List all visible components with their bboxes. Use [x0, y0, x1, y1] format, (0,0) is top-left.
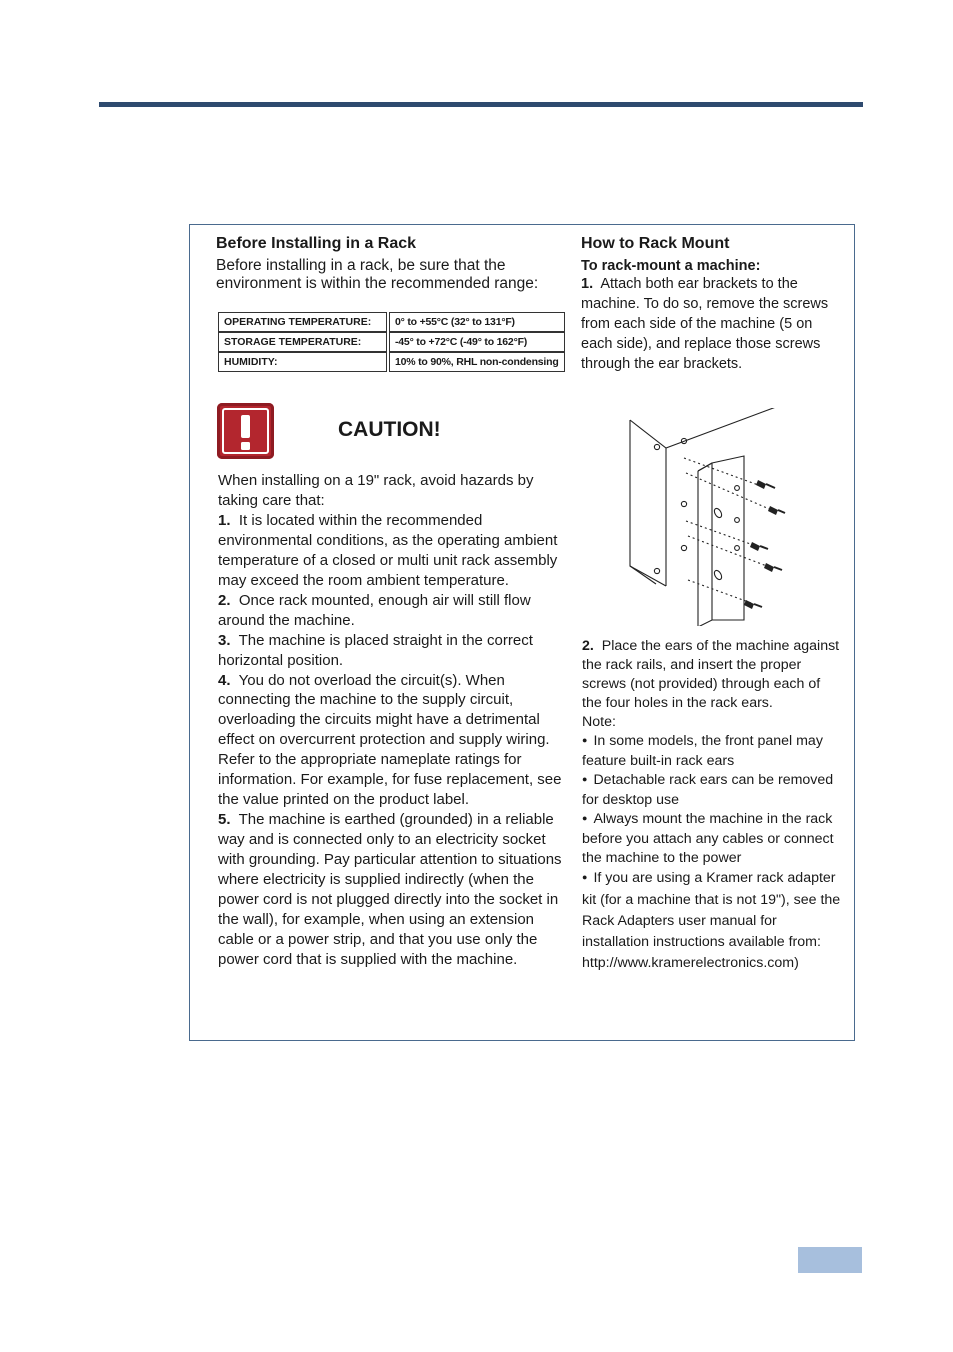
env-value: 10% to 90%, RHL non-condensing: [389, 352, 565, 372]
table-row: [218, 352, 565, 372]
step-number: 1.: [581, 276, 594, 292]
item-number: 2.: [218, 591, 231, 609]
step-1: [581, 275, 839, 375]
list-item: ● Detachable rack ears can be removed for desktop use: [582, 771, 842, 810]
before-installing-heading: Before Installing in a Rack: [216, 235, 417, 252]
item-number: 4.: [218, 671, 231, 689]
list-item: [218, 591, 570, 631]
rack-ear-diagram: [626, 408, 786, 626]
table-row: [218, 312, 565, 332]
header-rule: [99, 102, 863, 107]
item-text: You do not overload the circuit(s). When connecting the machine to the supply circuit, overloading the circuits might have a detrimental effect on overcurrent protection and supply wiring. Refer to the appropriate nameplate ratings for information. For example, for fuse replacement, see the value printed on the product label.: [218, 671, 562, 809]
step-number: 2.: [582, 638, 594, 654]
left-column: [216, 234, 568, 293]
caution-body: [218, 471, 570, 970]
environment-table: [216, 312, 567, 372]
note-label: Note:: [582, 714, 616, 730]
caution-title: CAUTION!: [338, 418, 441, 441]
item-text: The machine is placed straight in the correct horizontal position.: [218, 631, 533, 669]
list-item: [218, 810, 570, 970]
step-text: Attach both ear brackets to the machine. To do so, remove the screws from each side of the machine (5 on each side), and replace those screws through the ear brackets.: [581, 276, 829, 372]
step-text: Place the ears of the machine against the rack rails, and insert the proper screws (not provided) through each of the four holes in the rack ears.: [582, 638, 840, 711]
rack-mount-subheading: To rack-mount a machine:: [581, 258, 761, 274]
item-number: 1.: [218, 511, 231, 529]
item-text: It is located within the recommended environmental conditions, as the operating ambient temperature of a closed or multi unit rack assembly may exceed the room ambient temperature.: [218, 511, 558, 589]
rack-mount-body: [582, 637, 842, 974]
env-value: -45° to +72°C (-49° to 162°F): [389, 332, 565, 352]
list-item: [218, 671, 570, 811]
list-item: [218, 631, 570, 671]
list-item: ● Always mount the machine in the rack before you attach any cables or connect the machine to the power: [582, 810, 842, 868]
item-text: Once rack mounted, enough air will still flow around the machine.: [218, 591, 531, 629]
item-text: The machine is earthed (grounded) in a reliable way and is connected only to an electricity socket with grounding. Pay particular attention to situations where electricity is supplied indirectly (when the power cord is not plugged directly into the socket in the wall), for example, when using an extension cable or a power strip, and that you use only the power cord that is supplied with the machine.: [218, 811, 562, 968]
caution-intro: When installing on a 19" rack, avoid hazards by taking care that:: [218, 472, 534, 509]
list-item: ● In some models, the front panel may feature built-in rack ears: [582, 732, 842, 771]
item-number: 5.: [218, 811, 231, 829]
env-label: OPERATING TEMPERATURE:: [218, 312, 387, 332]
list-item: ● If you are using a Kramer rack adapter kit (for a machine that is not 19"), see the Rack Adapters user manual for installation instructions available from: http://www.kramerelectronics.com): [582, 868, 842, 974]
step-2: [582, 637, 842, 713]
environment-intro: Before installing in a rack, be sure that the environment is within the recommended range:: [216, 257, 539, 292]
item-number: 3.: [218, 631, 231, 649]
list-item: [218, 511, 570, 591]
rack-mount-heading: How to Rack Mount: [581, 235, 730, 252]
env-value: 0° to +55°C (32° to 131°F): [389, 312, 565, 332]
right-column: [581, 234, 839, 375]
page-tab: [798, 1247, 862, 1273]
caution-exclamation-icon: [217, 403, 274, 459]
env-label: STORAGE TEMPERATURE:: [218, 332, 387, 352]
env-label: HUMIDITY:: [218, 352, 387, 372]
table-row: [218, 332, 565, 352]
